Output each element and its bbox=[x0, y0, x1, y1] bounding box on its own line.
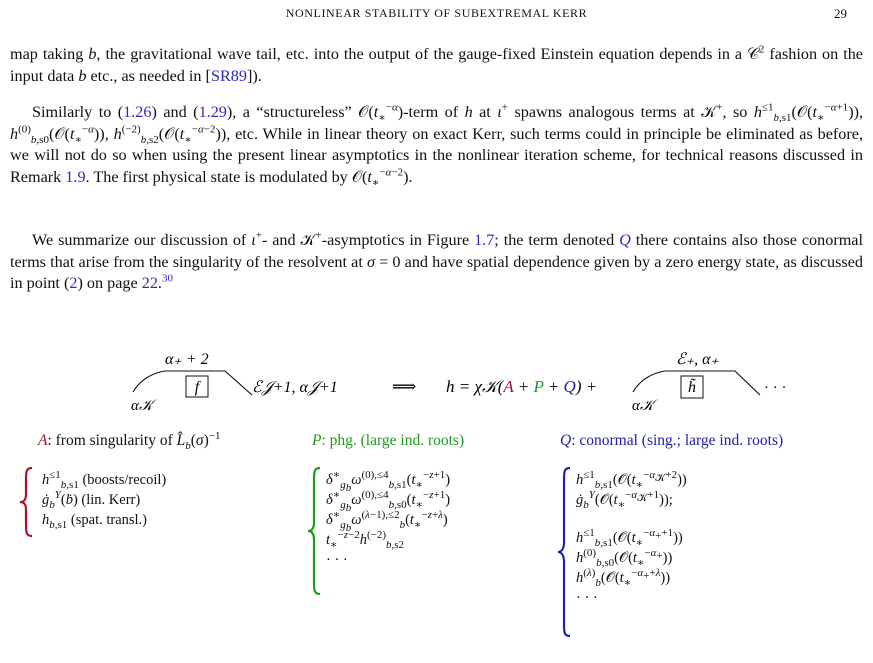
right-box-label: h̃ bbox=[688, 379, 696, 396]
running-title: NONLINEAR STABILITY OF SUBEXTREMAL KERR bbox=[285, 6, 588, 20]
brace-P bbox=[306, 466, 324, 596]
left-profile-curve bbox=[133, 371, 252, 395]
figure-ref-1-7[interactable]: 1.7 bbox=[474, 231, 495, 249]
diagram-svg bbox=[0, 320, 873, 430]
column-Q-list bbox=[576, 470, 687, 608]
right-bottom-label: α𝒦 bbox=[632, 398, 654, 414]
list-item: $\delta^∗_{g_b}\omega^{(0),\le 4}_{b,s0}(t_∗^{-z+1})$ bbox=[326, 489, 451, 515]
eq-ref-1-29[interactable]: 1.29 bbox=[198, 103, 227, 121]
page-number: 29 bbox=[834, 6, 847, 21]
column-P-heading: P: phg. (large ind. roots) bbox=[312, 432, 465, 449]
paragraph-3: We summarize our discussion of ι+- and 𝒦+-asymptotics in Figure 1.7; the term denoted Q there contains also those conormal terms that arise from the singularity of the resolvent at σ = 0 and have spatial dependence given by a zero energy state, as discussed in point (2) on page 22.30 bbox=[10, 229, 863, 292]
footnote-30[interactable]: 30 bbox=[161, 272, 173, 285]
list-item: $h^{(0)}_{b,s0}(𝒪(t_∗^{-\alpha_+}))$ bbox=[576, 547, 673, 569]
list-item: $t_∗^{-z-2}h^{(-2)}_{b,s2}$ bbox=[326, 529, 405, 551]
list-item: · · · bbox=[326, 552, 348, 568]
page-ref-22[interactable]: 22 bbox=[141, 274, 158, 292]
column-Q-heading: Q: conormal (sing.; large ind. roots) bbox=[560, 432, 784, 449]
left-top-label: α₊ + 2 bbox=[165, 351, 209, 368]
left-box-label: f bbox=[194, 379, 200, 396]
list-item: $ġ_b^\Upsilon(𝒪(t_∗^{-\alpha_𝒦+1}))$; bbox=[576, 489, 673, 511]
list-item: $ġ_b^\Upsilon(ḃ)$ (lin. Kerr) bbox=[42, 489, 141, 511]
list-item: · · · bbox=[576, 590, 598, 606]
list-item: $\delta^∗_{g_b}\omega^{(0),\le 4}_{b,s1}(t_∗^{-z+1})$ bbox=[326, 469, 451, 495]
column-P-list bbox=[326, 470, 450, 570]
equation: h = χ𝒦(A + P + Q) + bbox=[446, 377, 598, 396]
paragraph-2: Similarly to (1.26) and (1.29), a “structureless” $𝒪(t_∗^{-\alpha})$-term of h at ι+ spawns analogous terms at 𝒦+, so $h^{\le 1}_{b,s1}(𝒪(t_∗^{-\alpha+1}))$, $h^{(0)}_{b,s0}(𝒪(t_∗^{-\alpha}))$, $h^{(-2)}_{b,s2}(𝒪(t_∗^{-\alpha-2}))$, etc. While in linear theory on exact Kerr, such terms could in principle be eliminated as before, we will not do so when using the present linear asymptotics in the nonlinear iteration scheme, for technical reasons discussed in Remark 1.9. The first physical state is modulated by $𝒪(t_∗^{-\alpha-2})$. bbox=[10, 101, 864, 189]
list-item: $h_{b,s1}$ (spat. transl.) bbox=[42, 512, 148, 531]
brace-Q bbox=[556, 466, 574, 638]
remark-ref-1-9[interactable]: 1.9 bbox=[65, 167, 86, 186]
point-ref-2[interactable]: 2 bbox=[69, 274, 78, 292]
column-A-list bbox=[42, 470, 166, 530]
right-profile-curve bbox=[633, 371, 760, 395]
page-header bbox=[0, 6, 873, 26]
implies-arrow: ⟹ bbox=[392, 377, 417, 397]
list-item: $h^{(\lambda)}_b(𝒪(t_∗^{-\alpha_++\lambda}))$ bbox=[576, 567, 671, 589]
citation-sr89[interactable]: SR89 bbox=[210, 66, 247, 85]
left-bottom-label: α𝒦 bbox=[131, 398, 153, 414]
right-top-label: ℰ₊, α₊ bbox=[676, 351, 719, 368]
asymptotics-diagram bbox=[0, 320, 873, 430]
right-ellipsis: · · · bbox=[764, 380, 787, 396]
paragraph-1: map taking b, the gravitational wave tail, etc. into the output of the gauge-fixed Einstein equation depends in a 𝒞$^2$ fashion on the input data b etc., as needed in [SR89]). bbox=[10, 43, 863, 85]
list-item: $\delta^∗_{g_b}\omega^{(\lambda-1),\le 2}_b(t_∗^{-z+\lambda})$ bbox=[326, 509, 448, 535]
left-right-label: ℰ𝒥+1, α𝒥+1 bbox=[252, 379, 338, 396]
column-A-heading: A: from singularity of $L̂_b(\sigma)^{-1}$ bbox=[38, 429, 221, 453]
list-item: $h^{\le 1}_{b,s1}(𝒪(t_∗^{-\alpha_++1}))$ bbox=[576, 527, 683, 549]
list-item: $h^{\le 1}_{b,s1}$ (boosts/recoil) bbox=[42, 469, 167, 491]
eq-ref-1-26[interactable]: 1.26 bbox=[123, 103, 152, 121]
brace-A bbox=[18, 466, 36, 538]
list-item: $h^{\le 1}_{b,s1}(𝒪(t_∗^{-\alpha_𝒦+2}))$ bbox=[576, 469, 687, 491]
